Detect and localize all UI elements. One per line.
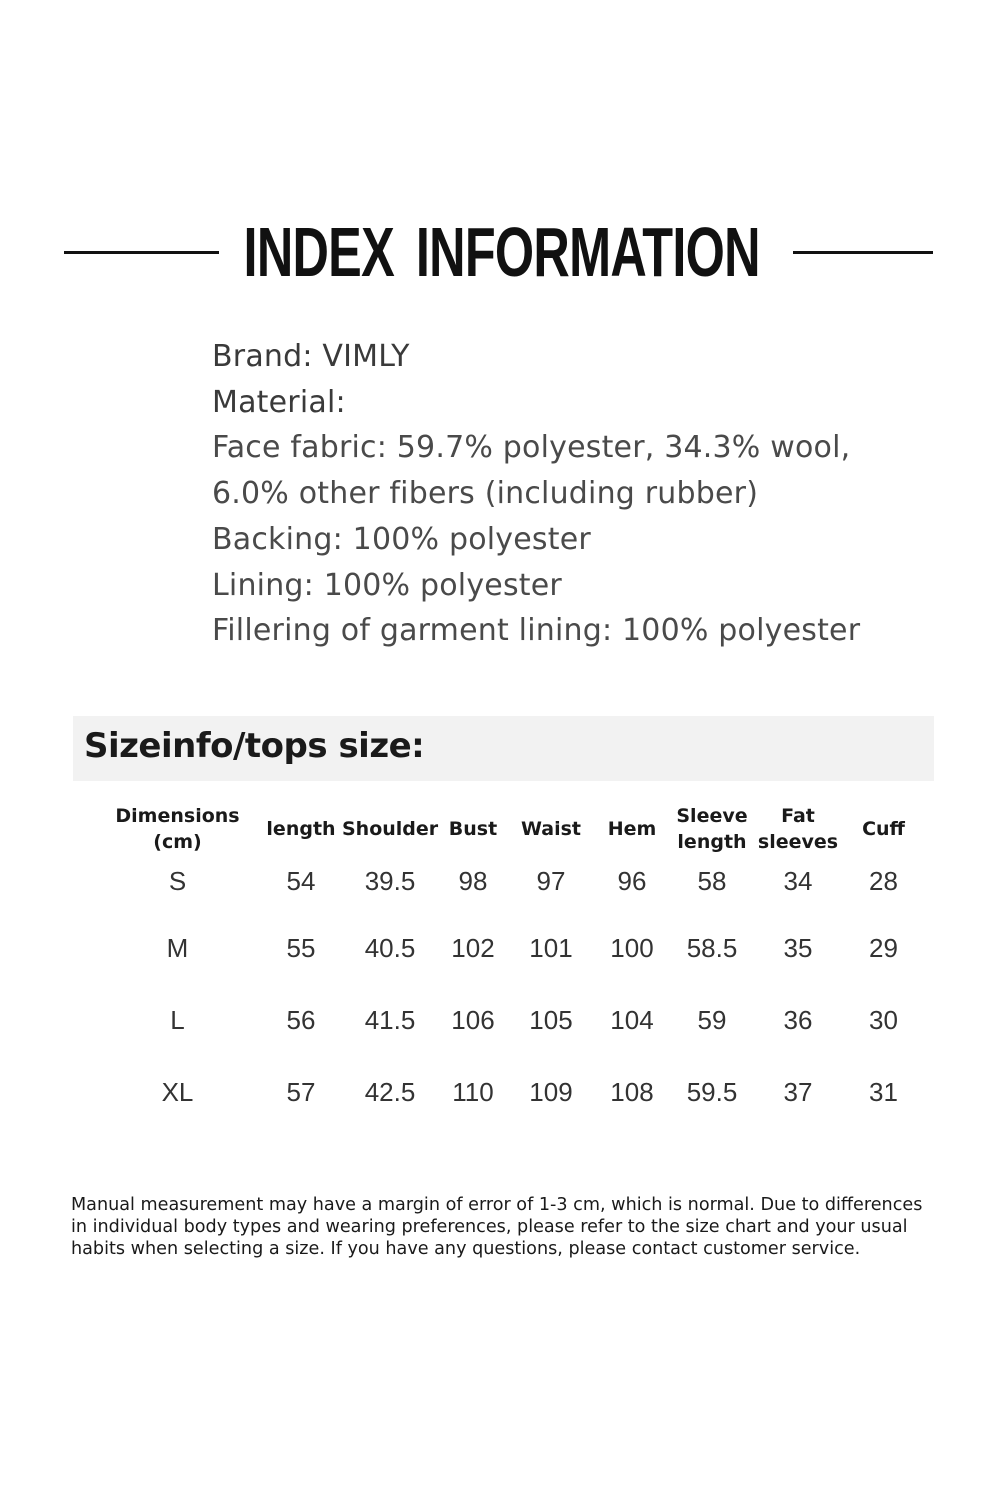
table-row <box>95 1056 925 1128</box>
col-header-fat-sleeves: Fat sleeves <box>757 805 839 853</box>
table-cell: 96 <box>617 866 647 896</box>
table-cell: 56 <box>286 1004 316 1035</box>
table-cell: 58.5 <box>686 932 738 963</box>
table-cell: 37 <box>783 1076 813 1107</box>
table-cell: 104 <box>610 1004 654 1035</box>
lining-line: Lining: 100% polyester <box>212 567 562 603</box>
table-cell: 59.5 <box>686 1076 738 1107</box>
title-rule-right <box>793 251 933 254</box>
table-cell: 29 <box>869 932 898 963</box>
table-cell: 106 <box>451 1004 495 1035</box>
product-info <box>212 334 860 654</box>
table-cell: 58 <box>697 866 727 896</box>
size-table-header-row <box>95 800 925 858</box>
col-header-sleeve-length: Sleeve length <box>676 805 748 853</box>
col-header-shoulder: Shoulder <box>342 818 439 840</box>
col-header-hem: Hem <box>607 818 657 840</box>
table-cell: 102 <box>451 932 495 963</box>
filling-line: Fillering of garment lining: 100% polyester <box>212 613 861 649</box>
size-cell: XL <box>161 1076 194 1107</box>
table-cell: 57 <box>286 1076 316 1107</box>
table-cell: 109 <box>529 1076 573 1107</box>
backing-line: Backing: 100% polyester <box>212 521 591 557</box>
table-cell: 108 <box>610 1076 654 1107</box>
table-cell: 98 <box>458 866 488 896</box>
size-cell: L <box>170 1004 185 1035</box>
note-line: in individual body types and wearing preferences, please refer to the size chart and your usual <box>71 1217 908 1237</box>
table-cell: 100 <box>610 932 654 963</box>
size-cell: S <box>168 866 187 896</box>
col-header-cuff: Cuff <box>862 818 905 840</box>
table-cell: 35 <box>783 932 813 963</box>
table-cell: 42.5 <box>364 1076 416 1107</box>
table-cell: 39.5 <box>364 866 416 896</box>
table-cell: 54 <box>286 866 316 896</box>
measurement-note <box>71 1194 951 1260</box>
size-cell: M <box>166 932 189 963</box>
table-cell: 110 <box>452 1076 494 1107</box>
table-row <box>95 858 925 912</box>
table-row <box>95 912 925 984</box>
table-cell: 97 <box>536 866 566 896</box>
table-cell: 30 <box>869 1004 898 1035</box>
size-table-heading-bar <box>73 716 934 781</box>
table-cell: 34 <box>783 866 813 896</box>
table-cell: 55 <box>286 932 316 963</box>
table-cell: 40.5 <box>364 932 416 963</box>
col-header-bust: Bust <box>448 818 498 840</box>
col-header-length: length <box>266 818 336 840</box>
face-fabric-line: Face fabric: 59.7% polyester, 34.3% wool, <box>212 430 851 466</box>
face-fabric-line-cont: 6.0% other fibers (including rubber) <box>212 476 759 512</box>
brand-line: Brand: VIMLY <box>212 339 410 374</box>
table-cell: 31 <box>869 1076 898 1107</box>
table-cell: 41.5 <box>364 1004 416 1035</box>
table-cell: 101 <box>529 932 573 963</box>
table-cell: 36 <box>783 1004 813 1035</box>
table-cell: 105 <box>529 1004 573 1035</box>
col-header-dimensions: Dimensions (cm) <box>115 805 240 853</box>
table-cell: 28 <box>869 866 898 896</box>
size-table-heading: Sizeinfo/tops size: <box>84 726 425 766</box>
table-row <box>95 984 925 1056</box>
note-line: habits when selecting a size. If you have any questions, please contact customer service. <box>71 1239 861 1259</box>
material-heading: Material: <box>212 384 346 420</box>
col-header-waist: Waist <box>520 818 581 840</box>
size-table <box>95 800 925 1128</box>
table-cell: 59 <box>697 1004 727 1035</box>
note-line: Manual measurement may have a margin of error of 1-3 cm, which is normal. Due to differences <box>71 1195 923 1215</box>
page-title: INDEX INFORMATION <box>243 213 760 291</box>
